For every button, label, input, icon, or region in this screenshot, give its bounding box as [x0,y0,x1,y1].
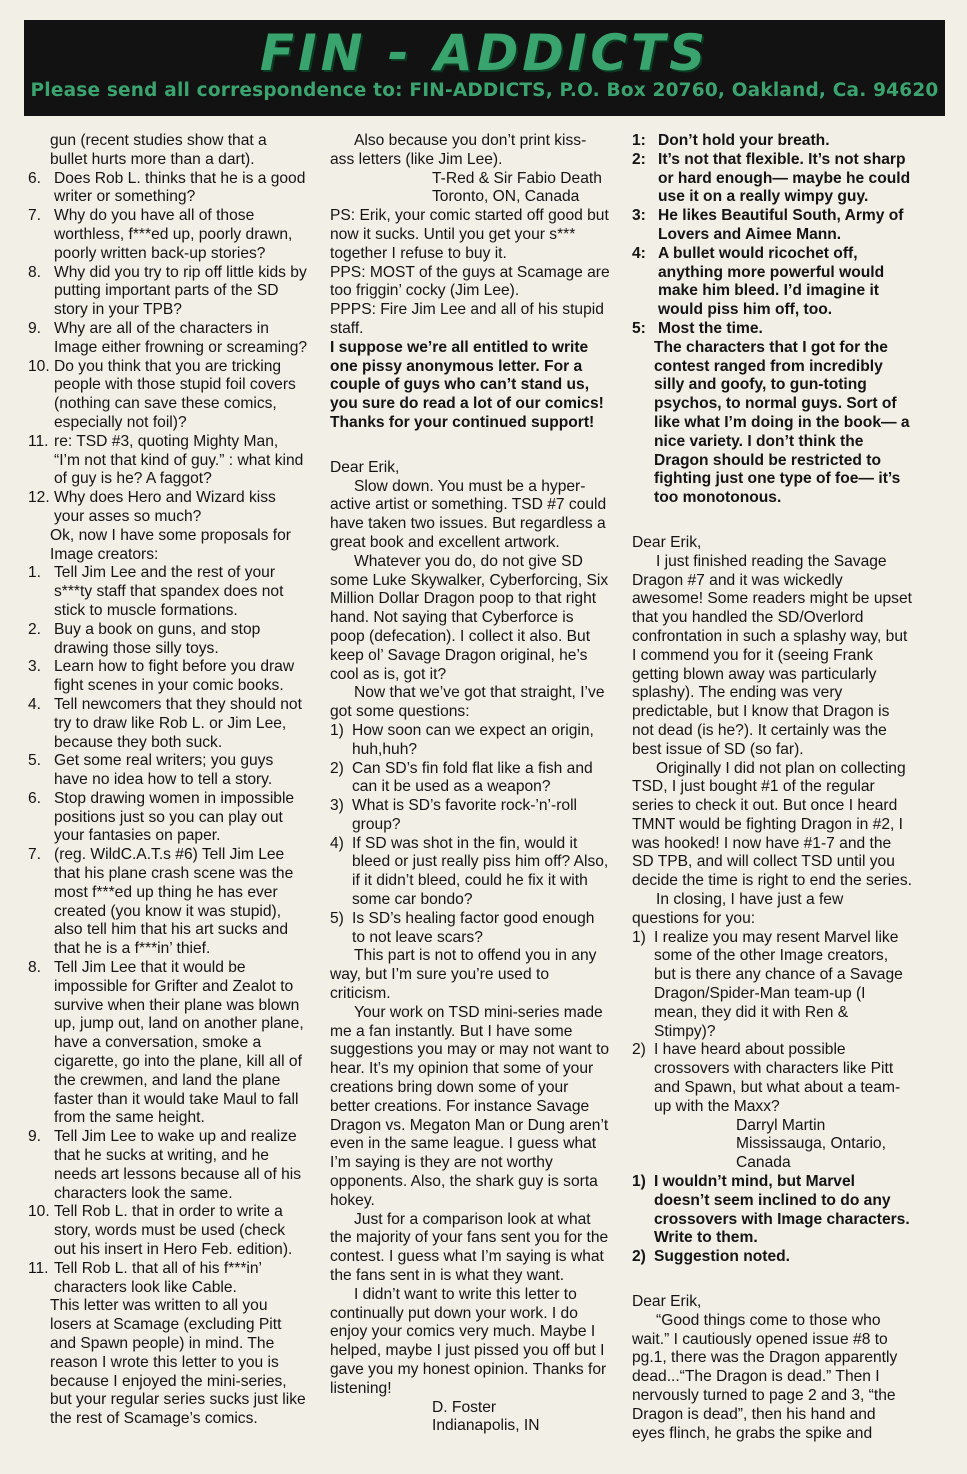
list-text: Why are all of the characters in Image either frowning or screaming? [54,319,308,356]
list-item [330,722,610,760]
list-item [28,320,308,358]
list-number: 5) [330,909,344,927]
letter-paragraph: “Good things come to those who wait.” I cautiously opened issue #8 to pg.1, there was the Dragon apparently dead...“The Dragon is dead.” Then I nervously turned to page 2 and 3, “the Dragon is dead”, then his hand and eyes flinch, he grabs the spike and [632,1311,898,1442]
list-item [330,835,610,910]
answer-item [632,151,912,207]
letter-paragraph: I just finished reading the Savage Dragon #7 and it was wickedly awesome! Some readers might be upset that you handled the SD/Overlord confrontation in such a splashy way, but I commend you for it (seeing Frank getting blown away was particularly splashy). The ending was very predictable, but I know that Dragon is not dead (is he?). It certainly was the best issue of SD (so far). [632,552,912,758]
column-2 [330,132,610,1462]
letter-paragraph: Slow down. You must be a hyper-active artist or something. TSD #7 could have taken two issues. But regardless a great book and excellent artwork. [330,477,607,551]
list-text: Tell Jim Lee and the rest of your s***ty staff that spandex does not stick to muscle formations. [54,564,284,619]
list-number: 8. [28,263,42,281]
list-number: 12. [28,489,50,507]
list-item [28,264,308,320]
list-number: 1) [632,928,646,946]
list-text: Does Rob L. thinks that he is a good writer or something? [54,169,306,206]
postscript: PPPS: Fire Jim Lee and all of his stupid staff. [330,301,604,337]
list-text: Suggestion noted. [654,1248,791,1266]
list-number: 10. [28,1203,50,1221]
list-text: Why did you try to rip off little kids by putting important parts of the SD story in your TPB? [54,263,307,319]
list-text: Why do you have all of those worthless, f***ed up, poorly drawn, poorly written back-up stories? [54,207,293,262]
salutation: Dear Erik, [330,458,400,476]
list-number: 11. [28,432,49,450]
list-number: 2) [632,1041,646,1059]
list-number: 4. [28,695,42,713]
list-text: Why does Hero and Wizard kiss your asses so much? [54,489,276,525]
list-number: 9. [28,1128,42,1146]
list-text: It’s not that flexible. It’s not sharp or hard enough— maybe he could use it on a really wimpy guy. [658,150,911,206]
letter-paragraph: Just for a comparison look at what the majority of your fans sent you for the contest. I guess what I’m saying is what the fans sent in is what they want. [330,1210,609,1285]
list-text: (reg. WildC.A.T.s #6) Tell Jim Lee that his plane crash scene was the most f***ed up thing he has ever created (you know it was stupid), also tell him that his art sucks and that he is a f***in’ thief. [54,846,294,958]
list-number: 7. [28,846,42,864]
editor-reply: The characters that I got for the contest ranged from incredibly silly and goofy, to gun-toting psychos, to normal guys. Sort of like what I’m doing in the book— a nice variety. I don’t think the Dragon should be restricted to fighting just one type of foe— it’s too monotonous. [654,338,910,507]
list-item [28,358,308,433]
list-item [28,1203,308,1259]
list-text: Is SD’s healing factor good enough to not leave scars? [352,909,595,946]
list-item [28,1128,308,1203]
list-text: If SD was shot in the fin, would it bleed or just really piss him off? Also, if it didn’t bleed, could he fix it with some car bondo? [352,834,609,909]
list-text: A bullet would ricochet off, anything more powerful would make him bleed. I’d imagine it would piss him off, too. [658,244,885,319]
answer-item [632,320,912,339]
list-item [28,658,308,696]
list-text: I realize you may resent Marvel like some of the other Image creators, but is there any chance of a Savage Dragon/Spider-Man team-up (I mean, they did it with Ren & Stimpy)? [654,928,903,1040]
list-number: 2. [28,620,42,638]
list-text: I wouldn’t mind, but Marvel doesn’t seem inclined to do any crossovers with Image characters. Write to them. [654,1173,910,1247]
list-text: Tell newcomers that they should not try to draw like Rob L. or Jim Lee, because they both suck. [54,695,302,751]
list-number: 1: [632,132,646,149]
letter-paragraph: This letter was written to all you losers at Scamage (excluding Pitt and Spawn people) in mind. The reason I wrote this letter to you is because I enjoyed the mini-series, but your regular series sucks just like the rest of Scamage’s comics. [50,1297,306,1428]
list-item [330,797,610,835]
list-number: 6. [28,169,42,187]
signature-name: Darryl Martin [736,1116,826,1134]
list-number: 5. [28,752,42,770]
list-text: He likes Beautiful South, Army of Lovers and Aimee Mann. [658,207,904,243]
list-number: 10. [28,357,50,375]
mailing-address: Please send all correspondence to: FIN-ADDICTS, P.O. Box 20760, Oakland, Ca. 94620 [30,80,939,101]
list-number: 9. [28,319,42,337]
answer-item [632,1248,912,1267]
list-text: How soon can we expect an origin, huh,huh? [352,721,594,758]
list-number: 3: [632,207,646,225]
list-number: 3) [330,797,344,815]
letter-paragraph: Your work on TSD mini-series made me a fan instantly. But I have some suggestions you may or may not want to hear. It’s my opinion that some of your creations bring down some of your better creations. For instance Savage Dragon vs. Megaton Man or Dung aren’t even in the same league. I guess what I’m saying is they are not worthy opponents. Also, the shark guy is sorta hokey. [330,1003,610,1209]
salutation: Dear Erik, [632,1293,702,1311]
list-number: 4) [330,834,344,852]
list-text: Tell Rob L. that all of his f***in’ characters look like Cable. [54,1259,262,1296]
list-item [28,433,308,489]
list-item [28,846,308,959]
list-number: 4: [632,244,646,262]
list-item [330,760,610,798]
list-item [28,564,308,620]
list-item [330,910,610,948]
list-text: Buy a book on guns, and stop drawing those silly toys. [54,620,261,657]
page-title: FIN - ADDICTS [259,24,710,82]
list-number: 2) [632,1248,646,1266]
editor-reply: I suppose we’re all entitled to write one pissy anonymous letter. For a couple of guys who can’t stand us, you sure do read a lot of our comics! Thanks for your continued support! [330,338,604,431]
list-text: Can SD’s fin fold flat like a fish and can it be used as a weapon? [352,759,593,796]
list-text: Don’t hold your breath. [658,132,830,149]
answer-item [632,245,912,320]
list-number: 8. [28,959,42,977]
signature-location: Indianapolis, IN [432,1417,540,1435]
masthead-banner [24,20,945,116]
list-number: 2) [330,759,344,777]
letter-paragraph: Ok, now I have some proposals for Image creators: [50,526,291,563]
list-item [28,207,308,263]
letter-paragraph: Now that we’ve got that straight, I’ve got some questions: [330,684,605,721]
list-text: Tell Rob L. that in order to write a story, words must be used (check out his insert in Hero Feb. edition). [54,1203,293,1259]
signature-location: Toronto, ON, Canada [432,188,580,206]
list-item [28,959,308,1128]
list-number: 1. [28,564,42,582]
list-number: 3. [28,658,42,676]
list-text: Learn how to fight before you draw fight scenes in your comic books. [54,658,295,695]
salutation: Dear Erik, [632,533,702,551]
letter-paragraph: In closing, I have just a few questions for you: [632,891,844,927]
answer-item [632,132,912,151]
list-number: 11. [28,1259,49,1277]
list-item [632,929,912,1042]
letter-paragraph: gun (recent studies show that a bullet hurts more than a dart). [50,132,267,168]
list-item [28,489,308,527]
answer-item [632,1173,912,1248]
list-item [28,696,308,752]
list-text: Tell Jim Lee to wake up and realize that he sucks at writing, and he needs art lessons because all of his characters look the same. [54,1128,302,1202]
list-text: re: TSD #3, quoting Mighty Man, “I’m not that kind of guy.” : what kind of guy is he? A faggot? [54,432,304,488]
list-item [28,752,308,790]
list-item [28,1260,308,1298]
list-item [28,170,308,208]
letter-paragraph: Whatever you do, do not give SD some Luke Skywalker, Cyberforcing, Six Million Dollar Dragon poop to that right hand. Not saying that Cyberforce is poop (defecation). I collect it also. But keep ol’ Savage Dragon original, he’s cool as is, got it? [330,552,609,683]
list-number: 5: [632,319,646,337]
signature-location: Mississauga, Ontario, [736,1135,886,1153]
list-item [28,790,308,846]
postscript: PS: Erik, your comic started off good but now it sucks. Until you get your s*** together I refuse to buy it. [330,207,609,262]
list-text: Get some real writers; you guys have no idea how to tell a story. [54,752,274,789]
column-1 [28,132,308,1462]
list-text: What is SD’s favorite rock-’n’-roll group? [352,797,578,833]
list-text: I have heard about possible crossovers with characters like Pitt and Spawn, but what about a team-up with the Maxx? [654,1041,901,1115]
list-text: Stop drawing women in impossible positions just so you can play out your fantasies on paper. [54,789,295,845]
list-item [28,621,308,659]
signature-name: D. Foster [432,1398,497,1416]
list-number: 7. [28,207,42,225]
postscript: PPS: MOST of the guys at Scamage are too friggin’ cocky (Jim Lee). [330,263,610,300]
list-text: Do you think that you are tricking people with those stupid foil covers (nothing can save these comics, especially not foil)? [54,357,296,431]
list-item [632,1041,912,1116]
signature-location: Canada [736,1154,791,1172]
signature-name: T-Red & Sir Fabio Death [432,169,602,187]
list-number: 1) [330,721,344,739]
answer-item [632,207,912,245]
list-number: 1) [632,1173,646,1191]
list-text: Tell Jim Lee that it would be impossible for Grifter and Zealot to survive when their plane was blown up, jump out, land on another plane, have a conversation, smoke a cigarette, go into the plane, kill all of the crewmen, and land the plane faster than it would take Maul to fall from the same height. [54,959,304,1127]
column-3 [632,132,912,1462]
letter-paragraph: Also because you don’t print kiss-ass letters (like Jim Lee). [330,132,587,168]
letter-paragraph: Originally I did not plan on collecting TSD, I just bought #1 of the regular series to check it out. But once I heard TMNT would be fighting Dragon in #2, I was hooked! I now have #1-7 and the SD TPB, and will collect TSD until you decide the time is right to end the series. [632,759,912,890]
list-number: 2: [632,150,646,168]
list-text: Most the time. [658,319,763,337]
list-number: 6. [28,789,42,807]
letter-paragraph: This part is not to offend you in any way, but I’m sure you’re used to criticism. [330,947,597,1003]
letter-paragraph: I didn’t want to write this letter to continually put down your work. I do enjoy your comics very much. Maybe I helped, maybe I just pissed you off but I gave you my honest opinion. Thanks for listening! [330,1285,607,1397]
